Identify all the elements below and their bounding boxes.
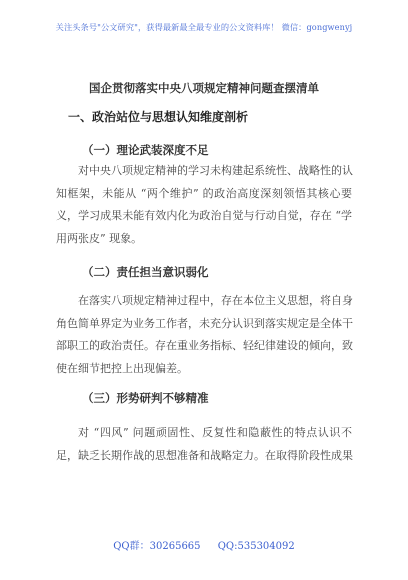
paragraph-situation	[56, 422, 352, 467]
paragraph-responsibility	[56, 290, 352, 380]
paragraph-line: 使在细节把控上出现偏差。	[56, 361, 188, 375]
paragraph-line: 足，缺乏长期作战的思想准备和战略定力。在取得阶段性成果	[56, 448, 353, 462]
document-title: 国企贯彻落实中央八项规定精神问题查摆清单	[89, 81, 319, 95]
footer-qq-group: QQ群：30265665	[113, 541, 201, 552]
section-heading-1: 一、政治站位与思想认知维度剖析	[68, 110, 249, 124]
paragraph-line: 角色简单界定为业务工作者，未充分认识到落实规定是全体干	[56, 316, 353, 330]
paragraph-line: 对中央八项规定精神的学习未构建起系统性、战略性的认	[78, 164, 353, 177]
paragraph-line: 在落实八项规定精神过程中，存在本位主义思想，将自身	[78, 294, 353, 307]
sub-heading-situation: （三）形势研判不够精准	[82, 391, 209, 405]
sub-heading-theory: （一）理论武装深度不足	[82, 143, 209, 157]
paragraph-line: 部职工的政治责任。存在重业务指标、轻纪律建设的倾向，致	[56, 339, 353, 352]
sub-heading-responsibility: （二）责任担当意识弱化	[82, 265, 209, 279]
footer-contact	[0, 537, 408, 552]
header-promo-note: 关注头条号"公文研究"，获得最新最全最专业的公文资料库！ 微信：gongwenyj	[55, 22, 353, 32]
paragraph-line: 对 “四风” 问题顽固性、反复性和隐蔽性的特点认识不	[78, 426, 352, 439]
paragraph-line: 知框架，未能从 “两个维护” 的政治高度深刻领悟其核心要	[56, 186, 352, 200]
paragraph-line: 用两张皮” 现象。	[56, 231, 143, 245]
footer-qq: QQ:535304092	[217, 541, 295, 552]
paragraph-line: 义，学习成果未能有效内化为政治自觉与行动自觉，存在 “学	[56, 209, 352, 222]
paragraph-theory	[56, 160, 352, 250]
